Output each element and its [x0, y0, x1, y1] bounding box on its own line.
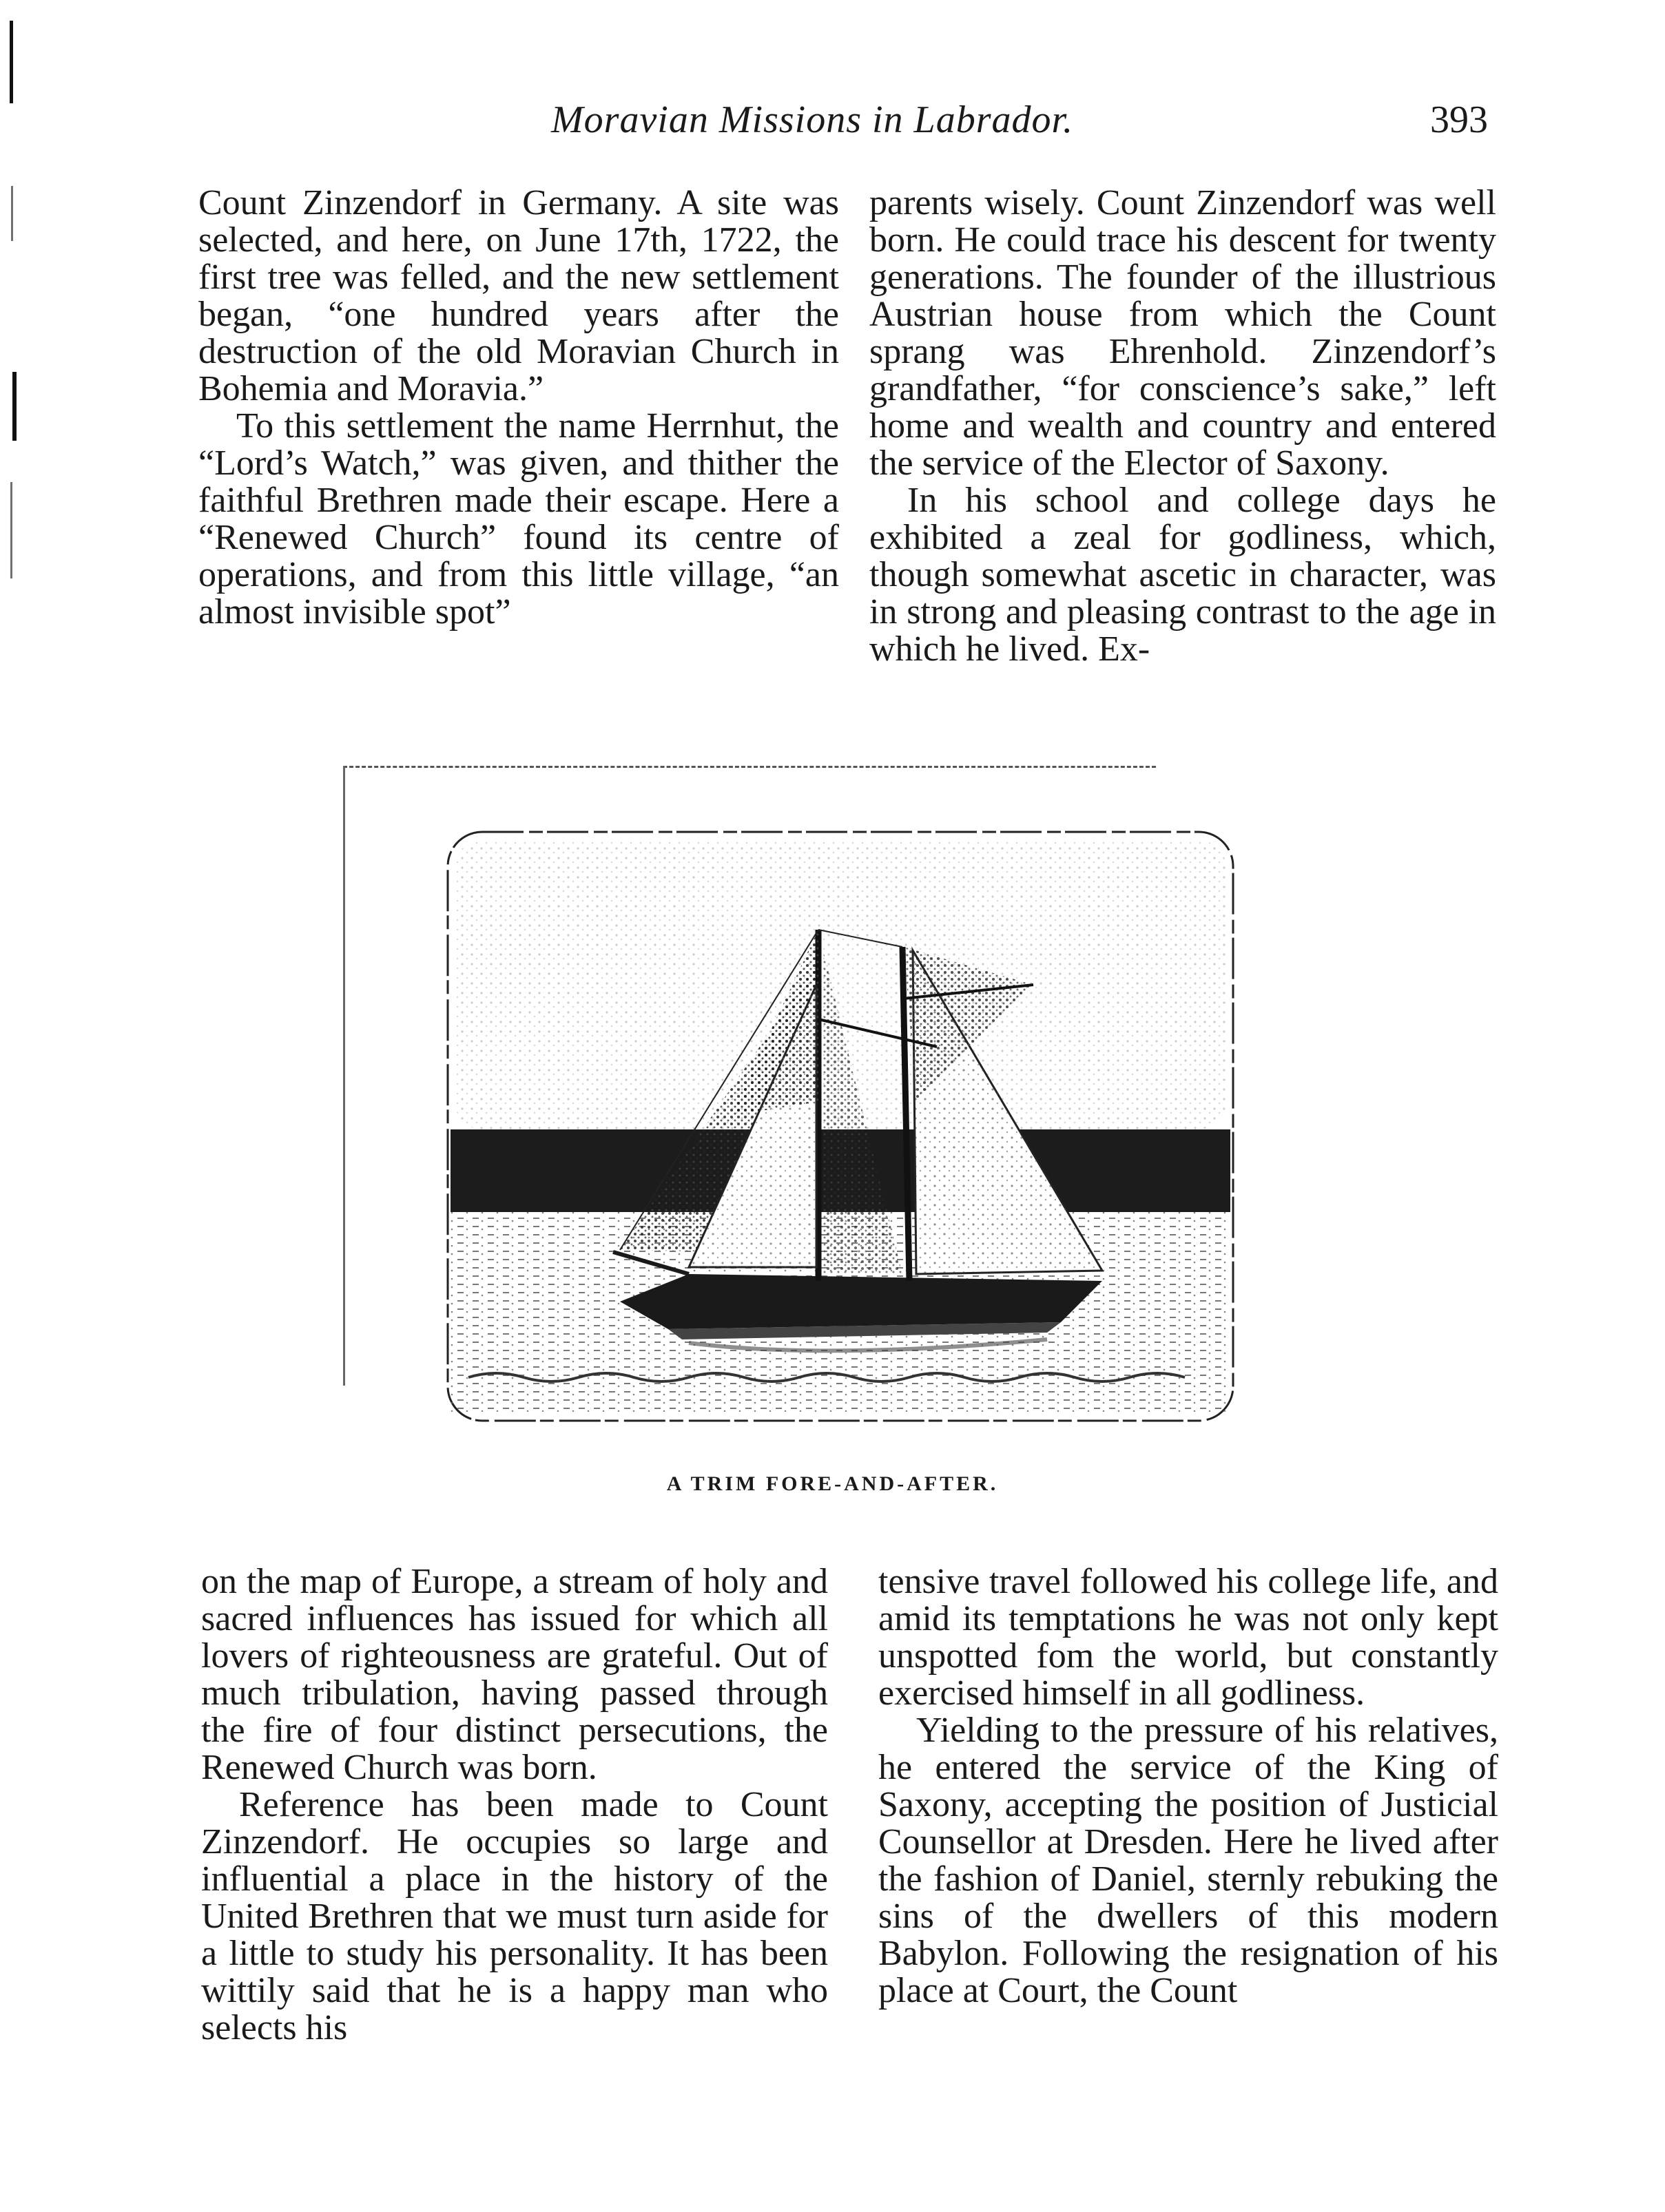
paragraph: In his school and college days he exhibited a zeal for godliness, which, though somewhat ascetic in character, was in strong and pleasing contrast to the age in which he lived. Ex-	[869, 481, 1496, 669]
running-title: Moravian Missions in Labrador.	[551, 98, 1074, 141]
column-top-left	[198, 185, 839, 631]
column-bottom-left	[201, 1563, 828, 2047]
paragraph: parents wisely. Count Zinzendorf was well born. He could trace his descent for twenty generations. The founder of the illustrious Austrian house from which the Count sprang was Ehrenhold. Zinzendorf’s grandfather, “for conscience’s sake,” left home and wealth and country and entered the service of the Elector of Saxony.	[869, 183, 1496, 483]
scan-edge-mark	[11, 186, 13, 241]
figure-caption: A TRIM FORE-AND-AFTER.	[666, 1472, 999, 1495]
paragraph: Count Zinzendorf in Germany. A site was selected, and here, on June 17th, 1722, the first tree was felled, and the new settlement began, “one hundred years after the destruction of the old Moravian Church in Bohemia and Moravia.”	[198, 183, 839, 408]
paragraph: tensive travel followed his college life, and amid its temptations he was not only kept unspotted fom the world, but constantly exercised himself in all godliness.	[878, 1562, 1498, 1713]
paragraph: Yielding to the pressure of his relatives, he entered the service of the King of Saxony, accepting the position of Justicial Counsellor at Dresden. Here he lived after the fashion of Daniel, sternly rebuking the sins of the dwellers of this modern Babylon. Following the resignation of his place at Court, the Count	[878, 1711, 1498, 2010]
schooner-illustration	[441, 826, 1240, 1426]
column-top-right	[869, 185, 1496, 668]
scan-edge-mark	[10, 21, 13, 103]
frame-rule	[343, 766, 1156, 768]
page-header	[193, 98, 1495, 153]
paragraph: Reference has been made to Count Zinzendorf. He occupies so large and influential a place in the history of the United Brethren that we must turn aside for a little to study his personality. It has been wittily said that he is a happy man who selects his	[201, 1785, 828, 2047]
paragraph: on the map of Europe, a stream of holy and sacred influences has issued for which all lovers of righteousness are grateful. Out of much tribulation, having passed through the fire of four distinct persecutions, the Renewed Church was born.	[201, 1562, 828, 1787]
frame-rule	[343, 766, 345, 1386]
page-number: 393	[1430, 98, 1488, 141]
scan-edge-mark	[10, 482, 12, 578]
paragraph: To this settlement the name Herrnhut, the “Lord’s Watch,” was given, and thither the faithful Brethren made their escape. Here a “Renewed Church” found its centre of operations, and from this little village, “an almost invisible spot”	[198, 406, 839, 632]
column-bottom-right	[878, 1563, 1498, 2010]
scan-edge-mark	[12, 372, 17, 441]
